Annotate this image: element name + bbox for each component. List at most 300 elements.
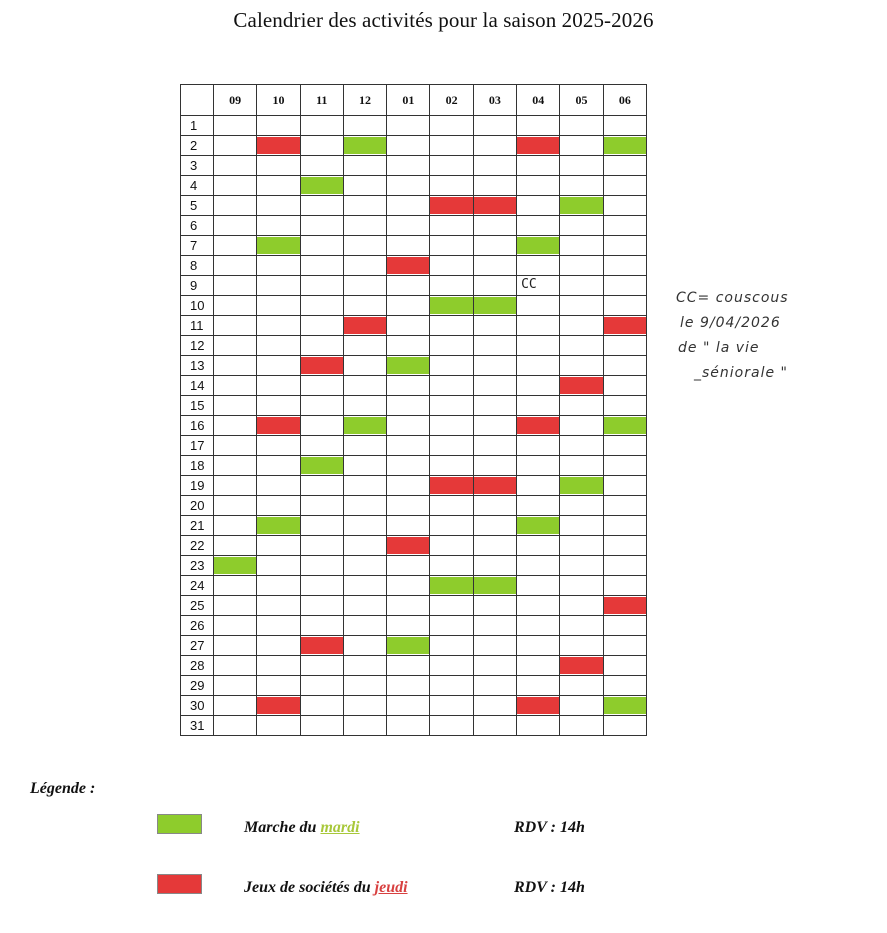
day-cell <box>343 276 386 296</box>
day-cell <box>387 496 430 516</box>
activity-marker-jeux <box>344 317 386 334</box>
day-cell <box>387 376 430 396</box>
day-cell <box>603 196 646 216</box>
day-cell <box>214 256 257 276</box>
day-cell <box>560 676 603 696</box>
day-cell <box>387 576 430 596</box>
day-cell <box>387 336 430 356</box>
table-row <box>181 456 647 476</box>
day-cell <box>560 556 603 576</box>
month-header-06: 06 <box>603 85 646 116</box>
table-row <box>181 156 647 176</box>
day-cell <box>257 356 300 376</box>
day-cell <box>517 116 560 136</box>
day-cell <box>300 456 343 476</box>
calendar-table <box>180 84 647 736</box>
day-cell <box>214 556 257 576</box>
day-cell <box>214 636 257 656</box>
day-cell <box>603 256 646 276</box>
day-number: 22 <box>181 536 214 556</box>
day-cell <box>257 556 300 576</box>
table-row <box>181 216 647 236</box>
legend-prefix: Jeux de sociétés du <box>244 879 375 896</box>
day-cell <box>257 476 300 496</box>
day-cell <box>430 396 473 416</box>
day-cell <box>257 396 300 416</box>
table-row <box>181 276 647 296</box>
day-cell <box>560 636 603 656</box>
day-cell <box>473 336 516 356</box>
day-cell <box>214 136 257 156</box>
activity-marker-jeux <box>560 377 602 394</box>
day-cell <box>387 516 430 536</box>
day-cell <box>343 436 386 456</box>
day-number: 4 <box>181 176 214 196</box>
day-cell <box>430 136 473 156</box>
day-cell <box>343 556 386 576</box>
day-cell <box>257 136 300 156</box>
day-cell <box>473 456 516 476</box>
day-cell <box>560 296 603 316</box>
day-cell <box>517 696 560 716</box>
day-cell <box>343 376 386 396</box>
day-cell <box>300 616 343 636</box>
day-cell <box>430 676 473 696</box>
day-cell <box>300 476 343 496</box>
day-number: 21 <box>181 516 214 536</box>
day-cell <box>257 436 300 456</box>
activity-marker-marche <box>301 177 343 194</box>
day-cell <box>560 176 603 196</box>
day-cell <box>473 396 516 416</box>
day-cell <box>257 516 300 536</box>
day-cell <box>430 256 473 276</box>
table-row <box>181 616 647 636</box>
day-cell <box>343 456 386 476</box>
day-cell <box>517 596 560 616</box>
day-cell <box>300 676 343 696</box>
table-row <box>181 136 647 156</box>
handwritten-note <box>676 286 881 386</box>
day-cell <box>343 496 386 516</box>
day-cell <box>343 136 386 156</box>
activity-marker-marche <box>604 697 646 714</box>
table-row <box>181 196 647 216</box>
day-cell <box>517 416 560 436</box>
activity-marker-jeux <box>474 477 516 494</box>
day-cell <box>517 716 560 736</box>
activity-marker-marche <box>604 417 646 434</box>
day-cell <box>343 596 386 616</box>
activity-marker-jeux <box>560 657 602 674</box>
legend-day-word: jeudi <box>374 879 408 896</box>
table-row <box>181 296 647 316</box>
day-cell <box>343 396 386 416</box>
day-cell <box>214 276 257 296</box>
day-cell <box>603 436 646 456</box>
day-cell <box>560 476 603 496</box>
day-cell <box>343 656 386 676</box>
day-cell <box>387 456 430 476</box>
day-cell <box>343 516 386 536</box>
day-cell <box>560 336 603 356</box>
day-number: 13 <box>181 356 214 376</box>
day-cell <box>430 196 473 216</box>
day-cell <box>300 516 343 536</box>
activity-marker-marche <box>344 137 386 154</box>
activity-marker-jeux <box>257 697 299 714</box>
day-cell <box>430 236 473 256</box>
table-row <box>181 696 647 716</box>
day-cell <box>603 596 646 616</box>
day-cell <box>560 216 603 236</box>
day-cell <box>214 236 257 256</box>
day-cell <box>300 536 343 556</box>
day-cell <box>473 576 516 596</box>
activity-marker-marche <box>214 557 256 574</box>
day-cell <box>257 616 300 636</box>
activity-marker-jeux <box>517 417 559 434</box>
day-cell <box>257 196 300 216</box>
handwritten-line: de " la vie <box>678 340 760 356</box>
day-cell <box>300 376 343 396</box>
day-cell <box>387 676 430 696</box>
day-cell <box>603 236 646 256</box>
day-cell <box>517 316 560 336</box>
day-cell <box>343 476 386 496</box>
day-number: 15 <box>181 396 214 416</box>
day-cell <box>300 216 343 236</box>
day-cell <box>430 576 473 596</box>
day-cell <box>560 596 603 616</box>
day-cell <box>257 416 300 436</box>
table-row <box>181 676 647 696</box>
day-cell <box>300 276 343 296</box>
day-cell <box>214 296 257 316</box>
day-cell <box>387 316 430 336</box>
legend-rdv-marche: RDV : 14h <box>514 819 585 836</box>
day-cell <box>560 276 603 296</box>
day-cell <box>473 716 516 736</box>
day-cell <box>214 416 257 436</box>
day-cell <box>387 216 430 236</box>
day-cell <box>517 516 560 536</box>
day-cell <box>473 296 516 316</box>
day-number: 7 <box>181 236 214 256</box>
day-cell <box>517 536 560 556</box>
day-cell <box>560 436 603 456</box>
day-cell <box>343 716 386 736</box>
table-row <box>181 236 647 256</box>
day-cell <box>387 556 430 576</box>
day-cell <box>560 316 603 336</box>
day-cell <box>430 716 473 736</box>
table-row <box>181 376 647 396</box>
day-cell <box>473 496 516 516</box>
day-cell <box>473 416 516 436</box>
day-number: 19 <box>181 476 214 496</box>
handwritten-line: CC= couscous <box>676 290 789 306</box>
day-number: 2 <box>181 136 214 156</box>
day-cell <box>430 276 473 296</box>
day-cell <box>430 316 473 336</box>
activity-marker-marche <box>257 237 299 254</box>
day-cell <box>517 236 560 256</box>
day-cell <box>387 716 430 736</box>
day-cell <box>473 596 516 616</box>
day-cell <box>214 436 257 456</box>
table-row <box>181 556 647 576</box>
day-cell <box>387 256 430 276</box>
day-cell <box>343 636 386 656</box>
month-header-09: 09 <box>214 85 257 116</box>
day-cell <box>214 696 257 716</box>
day-cell <box>430 436 473 456</box>
day-cell <box>603 336 646 356</box>
day-cell <box>214 536 257 556</box>
day-cell <box>603 656 646 676</box>
day-cell <box>430 616 473 636</box>
day-cell <box>560 616 603 636</box>
day-cell <box>473 116 516 136</box>
day-cell <box>343 676 386 696</box>
day-cell <box>517 636 560 656</box>
day-cell <box>473 536 516 556</box>
day-cell <box>517 576 560 596</box>
day-cell <box>430 476 473 496</box>
day-number: 29 <box>181 676 214 696</box>
day-cell <box>603 116 646 136</box>
day-cell <box>560 536 603 556</box>
legend-rdv-jeux: RDV : 14h <box>514 879 585 896</box>
day-cell <box>387 696 430 716</box>
day-number: 27 <box>181 636 214 656</box>
day-cell <box>517 276 560 296</box>
legend-label-marche <box>244 819 360 837</box>
day-number: 24 <box>181 576 214 596</box>
day-cell <box>387 536 430 556</box>
day-cell <box>473 276 516 296</box>
day-cell <box>473 376 516 396</box>
day-number: 18 <box>181 456 214 476</box>
cell-note: CC <box>521 277 537 292</box>
day-cell <box>430 536 473 556</box>
day-cell <box>387 636 430 656</box>
day-cell <box>430 356 473 376</box>
day-cell <box>257 576 300 596</box>
day-cell <box>343 696 386 716</box>
activity-marker-jeux <box>517 697 559 714</box>
day-cell <box>257 116 300 136</box>
day-cell <box>257 156 300 176</box>
handwritten-line: _séniorale " <box>694 365 788 381</box>
day-cell <box>257 596 300 616</box>
day-cell <box>343 536 386 556</box>
day-cell <box>560 156 603 176</box>
day-cell <box>387 476 430 496</box>
day-cell <box>603 376 646 396</box>
day-cell <box>214 316 257 336</box>
day-cell <box>517 136 560 156</box>
day-cell <box>300 336 343 356</box>
month-header-01: 01 <box>387 85 430 116</box>
day-cell <box>387 156 430 176</box>
day-cell <box>560 496 603 516</box>
day-cell <box>257 296 300 316</box>
day-cell <box>603 416 646 436</box>
day-cell <box>430 376 473 396</box>
day-cell <box>603 696 646 716</box>
day-cell <box>517 456 560 476</box>
day-number: 3 <box>181 156 214 176</box>
day-cell <box>214 656 257 676</box>
month-header-11: 11 <box>300 85 343 116</box>
day-cell <box>214 196 257 216</box>
handwritten-line: le 9/04/2026 <box>680 315 781 331</box>
day-cell <box>343 256 386 276</box>
day-cell <box>560 716 603 736</box>
day-cell <box>603 496 646 516</box>
day-cell <box>473 636 516 656</box>
day-cell <box>257 456 300 476</box>
table-row <box>181 656 647 676</box>
day-cell <box>517 336 560 356</box>
day-cell <box>214 496 257 516</box>
day-cell <box>300 416 343 436</box>
table-row <box>181 636 647 656</box>
day-cell <box>387 616 430 636</box>
day-cell <box>517 356 560 376</box>
day-cell <box>214 616 257 636</box>
day-cell <box>473 316 516 336</box>
day-cell <box>300 496 343 516</box>
day-cell <box>560 256 603 276</box>
day-cell <box>473 176 516 196</box>
day-cell <box>300 576 343 596</box>
table-row <box>181 496 647 516</box>
day-cell <box>343 316 386 336</box>
day-cell <box>300 396 343 416</box>
legend-swatch-marche <box>157 814 202 834</box>
day-cell <box>300 596 343 616</box>
day-cell <box>560 356 603 376</box>
day-cell <box>473 236 516 256</box>
day-cell <box>387 416 430 436</box>
day-cell <box>387 276 430 296</box>
day-number: 26 <box>181 616 214 636</box>
day-cell <box>603 276 646 296</box>
activity-marker-marche <box>387 637 429 654</box>
activity-marker-jeux <box>474 197 516 214</box>
day-cell <box>430 156 473 176</box>
day-cell <box>214 396 257 416</box>
activity-marker-marche <box>474 577 516 594</box>
day-cell <box>387 236 430 256</box>
day-cell <box>517 496 560 516</box>
day-cell <box>257 656 300 676</box>
day-cell <box>300 176 343 196</box>
day-cell <box>343 576 386 596</box>
day-number: 30 <box>181 696 214 716</box>
month-header-10: 10 <box>257 85 300 116</box>
day-cell <box>300 156 343 176</box>
day-cell <box>257 216 300 236</box>
day-cell <box>387 176 430 196</box>
legend-label-jeux <box>244 879 408 897</box>
day-cell <box>430 116 473 136</box>
day-cell <box>257 316 300 336</box>
day-cell <box>387 296 430 316</box>
day-cell <box>300 656 343 676</box>
day-cell <box>560 136 603 156</box>
day-cell <box>430 296 473 316</box>
table-row <box>181 576 647 596</box>
month-header-02: 02 <box>430 85 473 116</box>
day-cell <box>214 336 257 356</box>
day-cell <box>300 716 343 736</box>
day-number: 10 <box>181 296 214 316</box>
month-header-03: 03 <box>473 85 516 116</box>
day-cell <box>214 596 257 616</box>
legend-day-word: mardi <box>320 819 360 836</box>
day-cell <box>473 136 516 156</box>
table-row <box>181 716 647 736</box>
activity-marker-jeux <box>301 357 343 374</box>
day-cell <box>300 696 343 716</box>
table-row <box>181 176 647 196</box>
day-cell <box>257 716 300 736</box>
day-cell <box>473 656 516 676</box>
day-cell <box>603 716 646 736</box>
day-cell <box>473 516 516 536</box>
day-cell <box>257 176 300 196</box>
day-cell <box>603 456 646 476</box>
activity-marker-jeux <box>604 317 646 334</box>
day-cell <box>603 476 646 496</box>
day-cell <box>560 116 603 136</box>
day-cell <box>473 196 516 216</box>
day-cell <box>300 556 343 576</box>
day-cell <box>257 636 300 656</box>
day-cell <box>430 336 473 356</box>
day-cell <box>343 616 386 636</box>
day-number: 16 <box>181 416 214 436</box>
day-number: 28 <box>181 656 214 676</box>
day-cell <box>300 256 343 276</box>
day-cell <box>257 536 300 556</box>
day-cell <box>560 396 603 416</box>
table-row <box>181 116 647 136</box>
day-cell <box>343 156 386 176</box>
day-cell <box>560 576 603 596</box>
day-cell <box>473 216 516 236</box>
day-cell <box>517 436 560 456</box>
activity-marker-marche <box>430 577 472 594</box>
day-cell <box>387 196 430 216</box>
day-cell <box>214 516 257 536</box>
day-cell <box>517 296 560 316</box>
day-cell <box>387 436 430 456</box>
day-cell <box>430 596 473 616</box>
day-cell <box>300 436 343 456</box>
day-cell <box>387 136 430 156</box>
day-cell <box>430 516 473 536</box>
day-cell <box>603 136 646 156</box>
day-cell <box>257 676 300 696</box>
day-cell <box>517 196 560 216</box>
day-cell <box>343 216 386 236</box>
day-cell <box>343 296 386 316</box>
